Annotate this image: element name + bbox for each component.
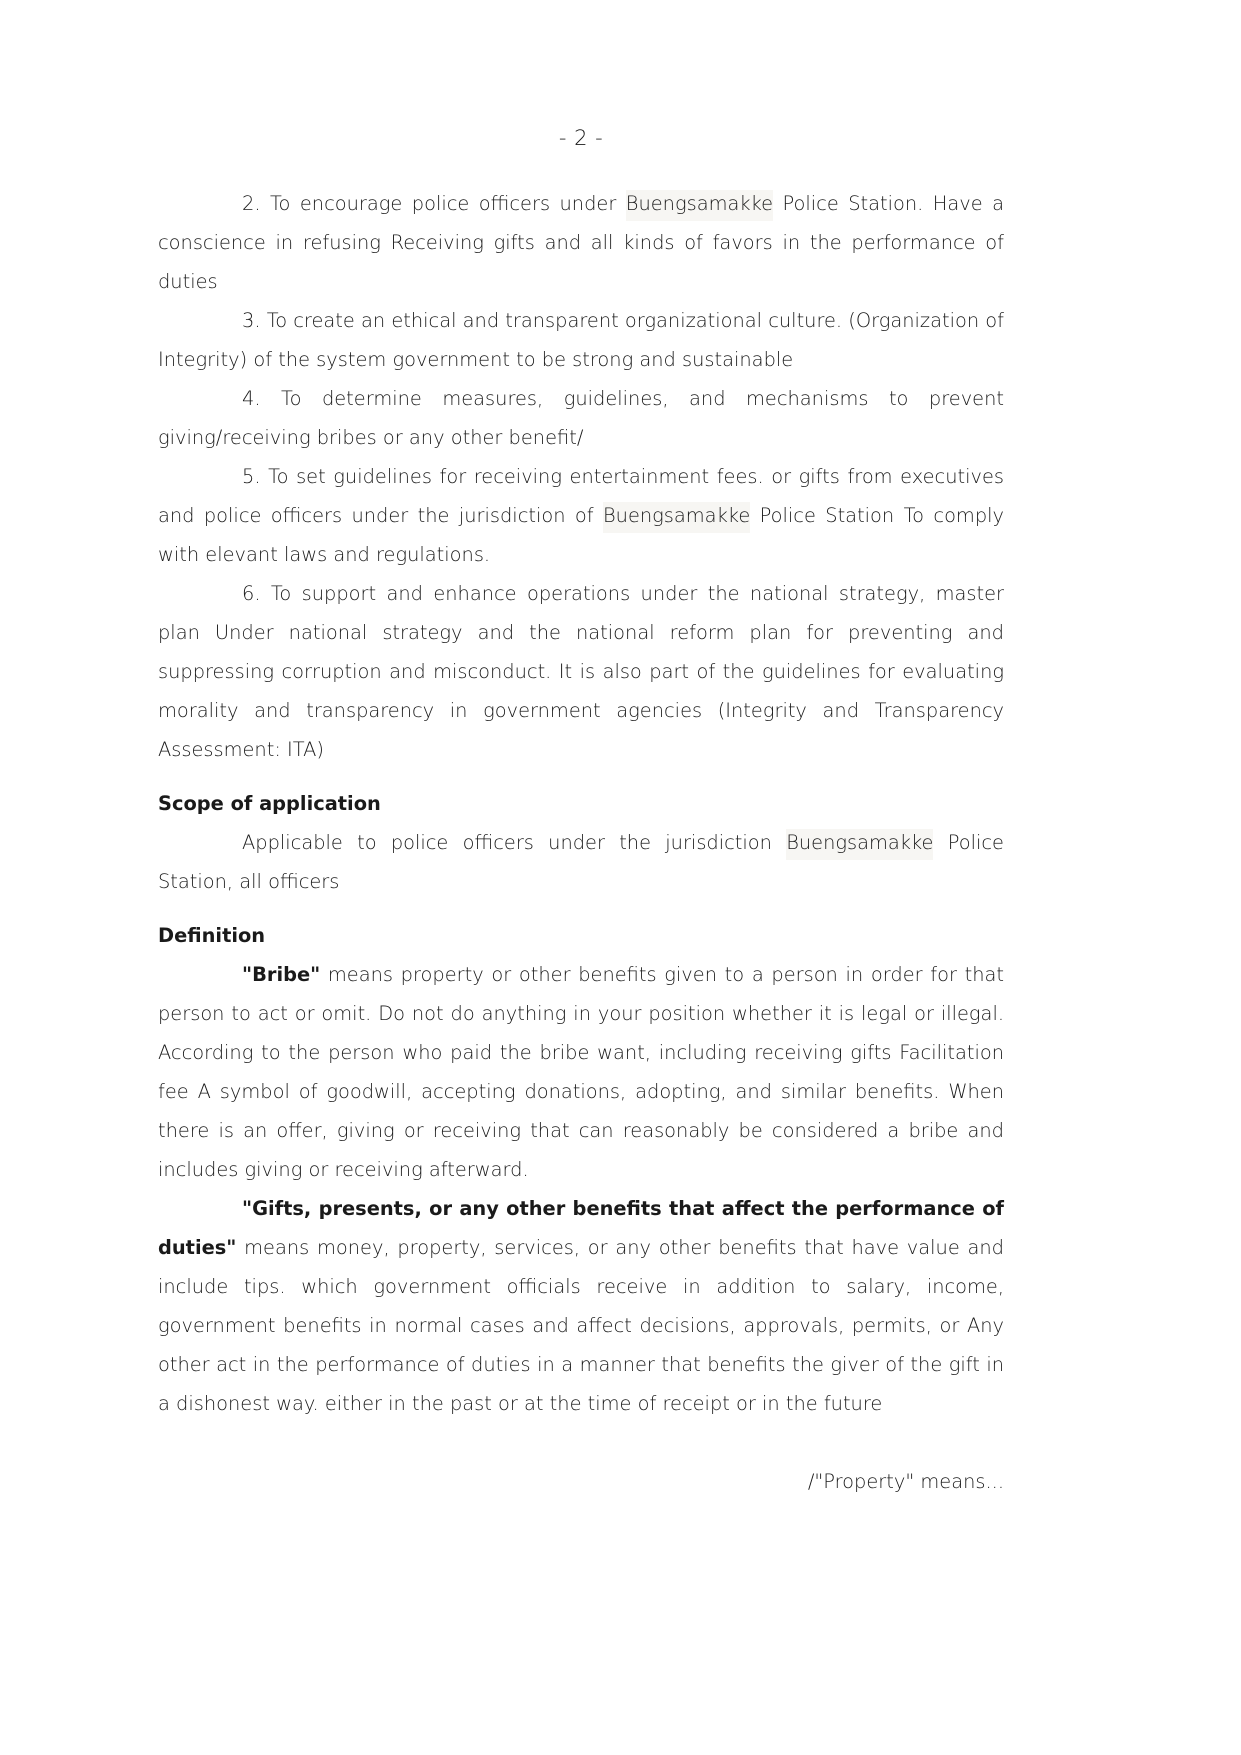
objective-text: To support and enhance operations under the national strategy, master plan Under national strategy and the national reform plan for preventing and suppressing corruption and misconduct. It is also part of the guidelines for evaluating morality and transparency in government agencies (Integrity and Transparency Assessment: ITA)	[158, 582, 1004, 761]
objective-item-2	[158, 184, 1004, 301]
scope-text: Applicable to police officers under the jurisdiction	[242, 831, 787, 854]
objective-number: 3.	[242, 309, 261, 332]
document-body	[158, 184, 1004, 1501]
scope-paragraph	[158, 823, 1004, 901]
objective-item-3	[158, 301, 1004, 379]
scope-heading: Scope of application	[158, 792, 381, 815]
station-name-highlight: Buengsamakke	[603, 502, 750, 533]
definition-text: means property or other benefits given to a person in order for that person to act or omit. Do not do anything in your position whether it is legal or illegal. According to the person who paid the bribe want, including receiving gifts Facilitation fee A symbol of goodwill, accepting donations, adopting, and similar benefits. When there is an offer, giving or receiving that can reasonably be considered a bribe and includes giving or receiving afterward.	[158, 963, 1004, 1181]
scope-text: Police Station, all officers	[158, 831, 1004, 893]
defined-term: "Gifts, presents, or any other benefits that affect the performance of duties"	[158, 1197, 1004, 1259]
continuation-note: /"Property" means...	[807, 1470, 1004, 1493]
objective-text: To encourage police officers under	[260, 192, 626, 215]
defined-term: "Bribe"	[242, 963, 321, 986]
objective-number: 2.	[242, 192, 261, 215]
objective-text: To determine measures, guidelines, and mechanisms to prevent giving/receiving bribes or any other benefit/	[158, 387, 1004, 449]
objective-number: 4.	[242, 387, 261, 410]
definition-bribe	[158, 955, 1004, 1189]
station-name-highlight: Buengsamakke	[786, 829, 933, 860]
objective-text: To create an ethical and transparent organizational culture. (Organization of Integrity) of the system government to be strong and sustainable	[158, 309, 1004, 371]
objective-item-4	[158, 379, 1004, 457]
objective-number: 6.	[242, 582, 261, 605]
objective-item-6	[158, 574, 1004, 769]
page-number: - 2 -	[558, 126, 604, 150]
station-name-highlight: Buengsamakke	[626, 190, 773, 221]
objective-item-5	[158, 457, 1004, 574]
definition-heading: Definition	[158, 924, 266, 947]
definition-text: means money, property, services, or any other benefits that have value and include tips. which government officials receive in addition to salary, income, government benefits in normal cases and affect decisions, approvals, permits, or Any other act in the performance of duties in a manner that benefits the giver of the gift in a dishonest way. either in the past or at the time of receipt or in the future	[158, 1236, 1004, 1415]
objective-text: To set guidelines for receiving entertainment fees. or gifts from executives and police officers under the jurisdiction of	[158, 465, 1004, 527]
objective-text: Police Station To comply with elevant laws and regulations.	[158, 504, 1004, 566]
objective-text: Police Station. Have a conscience in refusing Receiving gifts and all kinds of favors in the performance of duties	[158, 192, 1004, 293]
objective-number: 5.	[242, 465, 261, 488]
definition-gifts	[158, 1189, 1004, 1423]
